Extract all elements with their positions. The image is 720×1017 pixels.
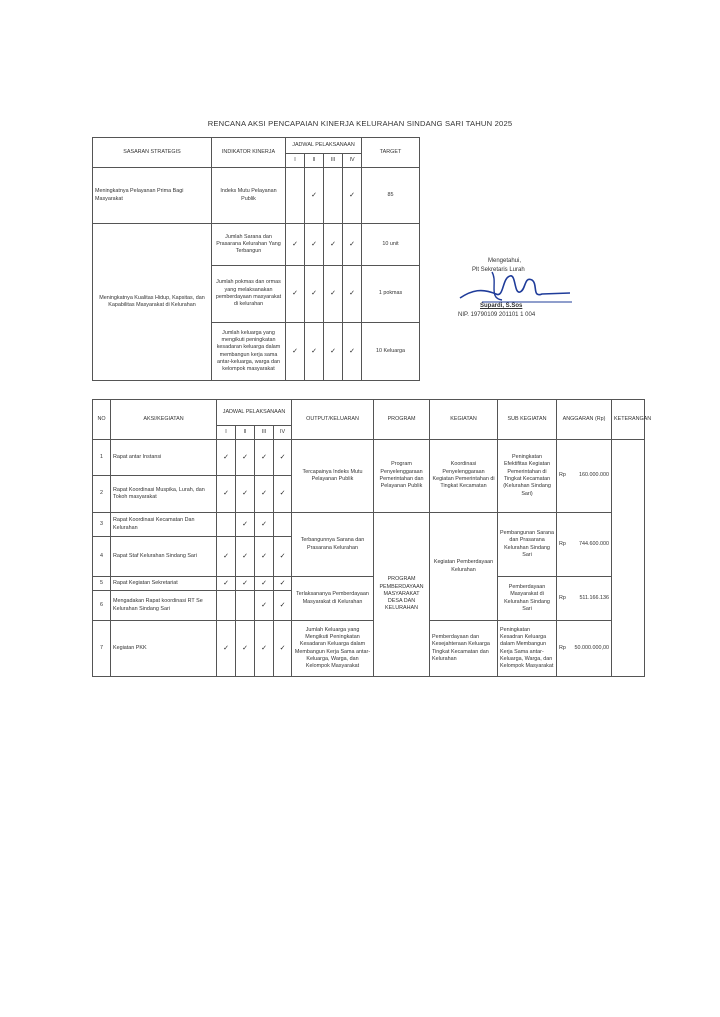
header-sub-kegiatan: SUB KEGIATAN [498,400,557,440]
check-mark [217,513,236,537]
table-row [93,513,645,537]
header-jadwal: JADWAL PELAKSANAAN [286,138,362,154]
signature-line1: Mengetahui, [488,258,522,264]
table-row [93,440,645,476]
currency-label: Rp [559,540,566,547]
check-mark [324,168,343,224]
check-mark: ✓ [217,577,236,591]
check-mark [236,591,255,621]
check-mark: ✓ [217,621,236,677]
check-mark: ✓ [236,513,255,537]
check-mark: ✓ [305,323,324,381]
header-q2: II [305,154,324,168]
sub-kegiatan-cell: Pembangunan Sarana dan Prasarana Kelurahan Sindang Sari [498,513,557,577]
check-mark: ✓ [255,621,274,677]
row-number: 7 [93,621,111,677]
sub-kegiatan-cell: Peningkatan Kesadran Keluarga dalam Membangun Kerja Sama antar-Keluarga, Warga, dan Kelompok Masyarakat [498,621,557,677]
check-mark: ✓ [255,591,274,621]
aksi-cell: Rapat Kegiatan Sekretariat [111,577,217,591]
check-mark: ✓ [324,224,343,266]
header-q2: II [236,426,255,440]
aksi-cell: Rapat antar Instansi [111,440,217,476]
signature-scribble-icon [452,268,592,308]
amount-value: 744.600.000 [579,540,610,547]
table-row [93,168,420,224]
check-mark: ✓ [274,591,292,621]
check-mark: ✓ [255,577,274,591]
kegiatan-cell: Kegiatan Pemberdayaan Kelurahan [430,513,498,621]
header-output: OUTPUT/KELUARAN [292,400,374,440]
check-mark: ✓ [236,440,255,476]
check-mark: ✓ [343,266,362,323]
signature-name: Supardi, S.Sos [480,303,523,309]
header-q4: IV [274,426,292,440]
amount-value: 511.166.136 [579,594,610,601]
check-mark: ✓ [236,577,255,591]
indikator-cell: Jumlah pokmas dan ormas yang melaksanakan pemberdayaan masyarakat di kelurahan [212,266,286,323]
check-mark: ✓ [274,621,292,677]
check-mark: ✓ [255,440,274,476]
row-number: 6 [93,591,111,621]
check-mark: ✓ [343,323,362,381]
check-mark: ✓ [236,537,255,577]
strategic-targets-table [92,137,420,381]
aksi-cell: Rapat Staf Kelurahan Sindang Sari [111,537,217,577]
anggaran-cell [557,513,612,577]
header-q3: III [324,154,343,168]
output-cell: Tercapainya Indeks Mutu Pelayanan Publik [292,440,374,513]
output-cell: Terlaksananya Pemberdayaan Masyarakat di Kelurahan [292,577,374,621]
sasaran-cell: Meningkatnya Pelayanan Prima Bagi Masyarakat [93,168,212,224]
check-mark: ✓ [255,476,274,513]
header-aksi: AKSI/KEGIATAN [111,400,217,440]
check-mark: ✓ [274,476,292,513]
action-plan-table [92,399,652,677]
target-cell: 10 Keluarga [362,323,420,381]
header-q3: III [255,426,274,440]
anggaran-cell [557,440,612,513]
currency-label: Rp [559,472,566,479]
check-mark: ✓ [274,577,292,591]
indikator-cell: Indeks Mutu Pelayanan Publik [212,168,286,224]
header-q1: I [286,154,305,168]
signature-nip: NIP. 19790109 201101 1 004 [458,312,536,318]
kegiatan-cell: Pemberdayaan dan Kesejahteraan Keluarga Tingkat Kecamatan dan Kelurahan [430,621,498,677]
sub-kegiatan-cell: Peningkatan Efektifitas Kegiatan Pemerintahan di Tingkat Kecamatan (Kelurahan Sindang Sari) [498,440,557,513]
header-kegiatan: KEGIATAN [430,400,498,440]
signature-line2: Plt Sekretaris Lurah [472,267,525,273]
header-jadwal: JADWAL PELAKSANAAN [217,400,292,426]
check-mark: ✓ [236,621,255,677]
row-number: 4 [93,537,111,577]
row-number: 5 [93,577,111,591]
check-mark: ✓ [217,476,236,513]
anggaran-cell [557,577,612,621]
program-cell: Program Penyelenggaraan Pemerintahan dan Pelayanan Publik [374,440,430,513]
header-keterangan: KETERANGAN [612,400,645,440]
target-cell: 85 [362,168,420,224]
check-mark: ✓ [324,323,343,381]
check-mark: ✓ [274,537,292,577]
header-q1: I [217,426,236,440]
check-mark: ✓ [286,323,305,381]
row-number: 1 [93,440,111,476]
check-mark: ✓ [236,476,255,513]
table-row [93,577,645,591]
header-sasaran: SASARAN STRATEGIS [93,138,212,168]
header-q4: IV [343,154,362,168]
table-row [93,621,645,677]
check-mark: ✓ [305,266,324,323]
sub-kegiatan-cell: Pemberdayaan Masyarakat di Kelurahan Sindang Sari [498,577,557,621]
sasaran-cell: Meningkatnya Kualitas Hidup, Kapsitas, dan Kapabilitas Masyarakat di Kelurahan [93,224,212,381]
check-mark: ✓ [255,513,274,537]
check-mark: ✓ [343,168,362,224]
indikator-cell: Jumlah keluarga yang mengikuti peningkatan kesadaran keluarga dalam membangun kerja sama antar-keluarga, warga dan kelompok masyarakat [212,323,286,381]
check-mark: ✓ [274,440,292,476]
currency-label: Rp [559,644,566,651]
output-cell: Terbangunnya Sarana dan Prasarana Kelurahan [292,513,374,577]
check-mark [286,168,305,224]
signature-block [452,256,592,326]
amount-value: 50.000.000,00 [574,644,610,651]
header-target: TARGET [362,138,420,168]
target-cell: 1 pokmas [362,266,420,323]
table-row [93,224,420,266]
amount-value: 160.000.000 [579,472,610,479]
aksi-cell: Kegiatan PKK [111,621,217,677]
aksi-cell: Rapat Koordinasi Muspika, Lurah, dan Tokoh masyarakat [111,476,217,513]
check-mark: ✓ [286,224,305,266]
check-mark: ✓ [217,440,236,476]
output-cell: Jumlah Keluarga yang Mengikuti Peningkatan Kesadaran Keluarga dalam Membangun Kerja Sama antar-Keluarga, Warga, dan Kelompok Masyarakat [292,621,374,677]
header-anggaran: ANGGARAN (Rp) [557,400,612,440]
check-mark: ✓ [343,224,362,266]
row-number: 2 [93,476,111,513]
header-program: PROGRAM [374,400,430,440]
header-indikator: INDIKATOR KINERJA [212,138,286,168]
check-mark [217,591,236,621]
currency-label: Rp [559,594,566,601]
check-mark [274,513,292,537]
kegiatan-cell: Koordinasi Penyelenggaraan Kegiatan Pemerintahan di Tingkat Kecamatan [430,440,498,513]
keterangan-cell [612,440,645,677]
page-title: RENCANA AKSI PENCAPAIAN KINERJA KELURAHAN SINDANG SARI TAHUN 2025 [207,119,513,128]
anggaran-cell [557,621,612,677]
indikator-cell: Jumlah Sarana dan Prasarana Kelurahan Yang Terbangun [212,224,286,266]
check-mark: ✓ [255,537,274,577]
check-mark: ✓ [305,224,324,266]
check-mark: ✓ [324,266,343,323]
aksi-cell: Rapat Koordinasi Kecamatan Dan Kelurahan [111,513,217,537]
target-cell: 10 unit [362,224,420,266]
header-no: NO [93,400,111,440]
check-mark: ✓ [305,168,324,224]
check-mark: ✓ [217,537,236,577]
row-number: 3 [93,513,111,537]
program-cell: PROGRAM PEMBERDAYAAN MASYARAKAT DESA DAN KELURAHAN [374,513,430,677]
check-mark: ✓ [286,266,305,323]
aksi-cell: Mengadakan Rapat koordinasi RT Se Kelurahan Sindang Sari [111,591,217,621]
